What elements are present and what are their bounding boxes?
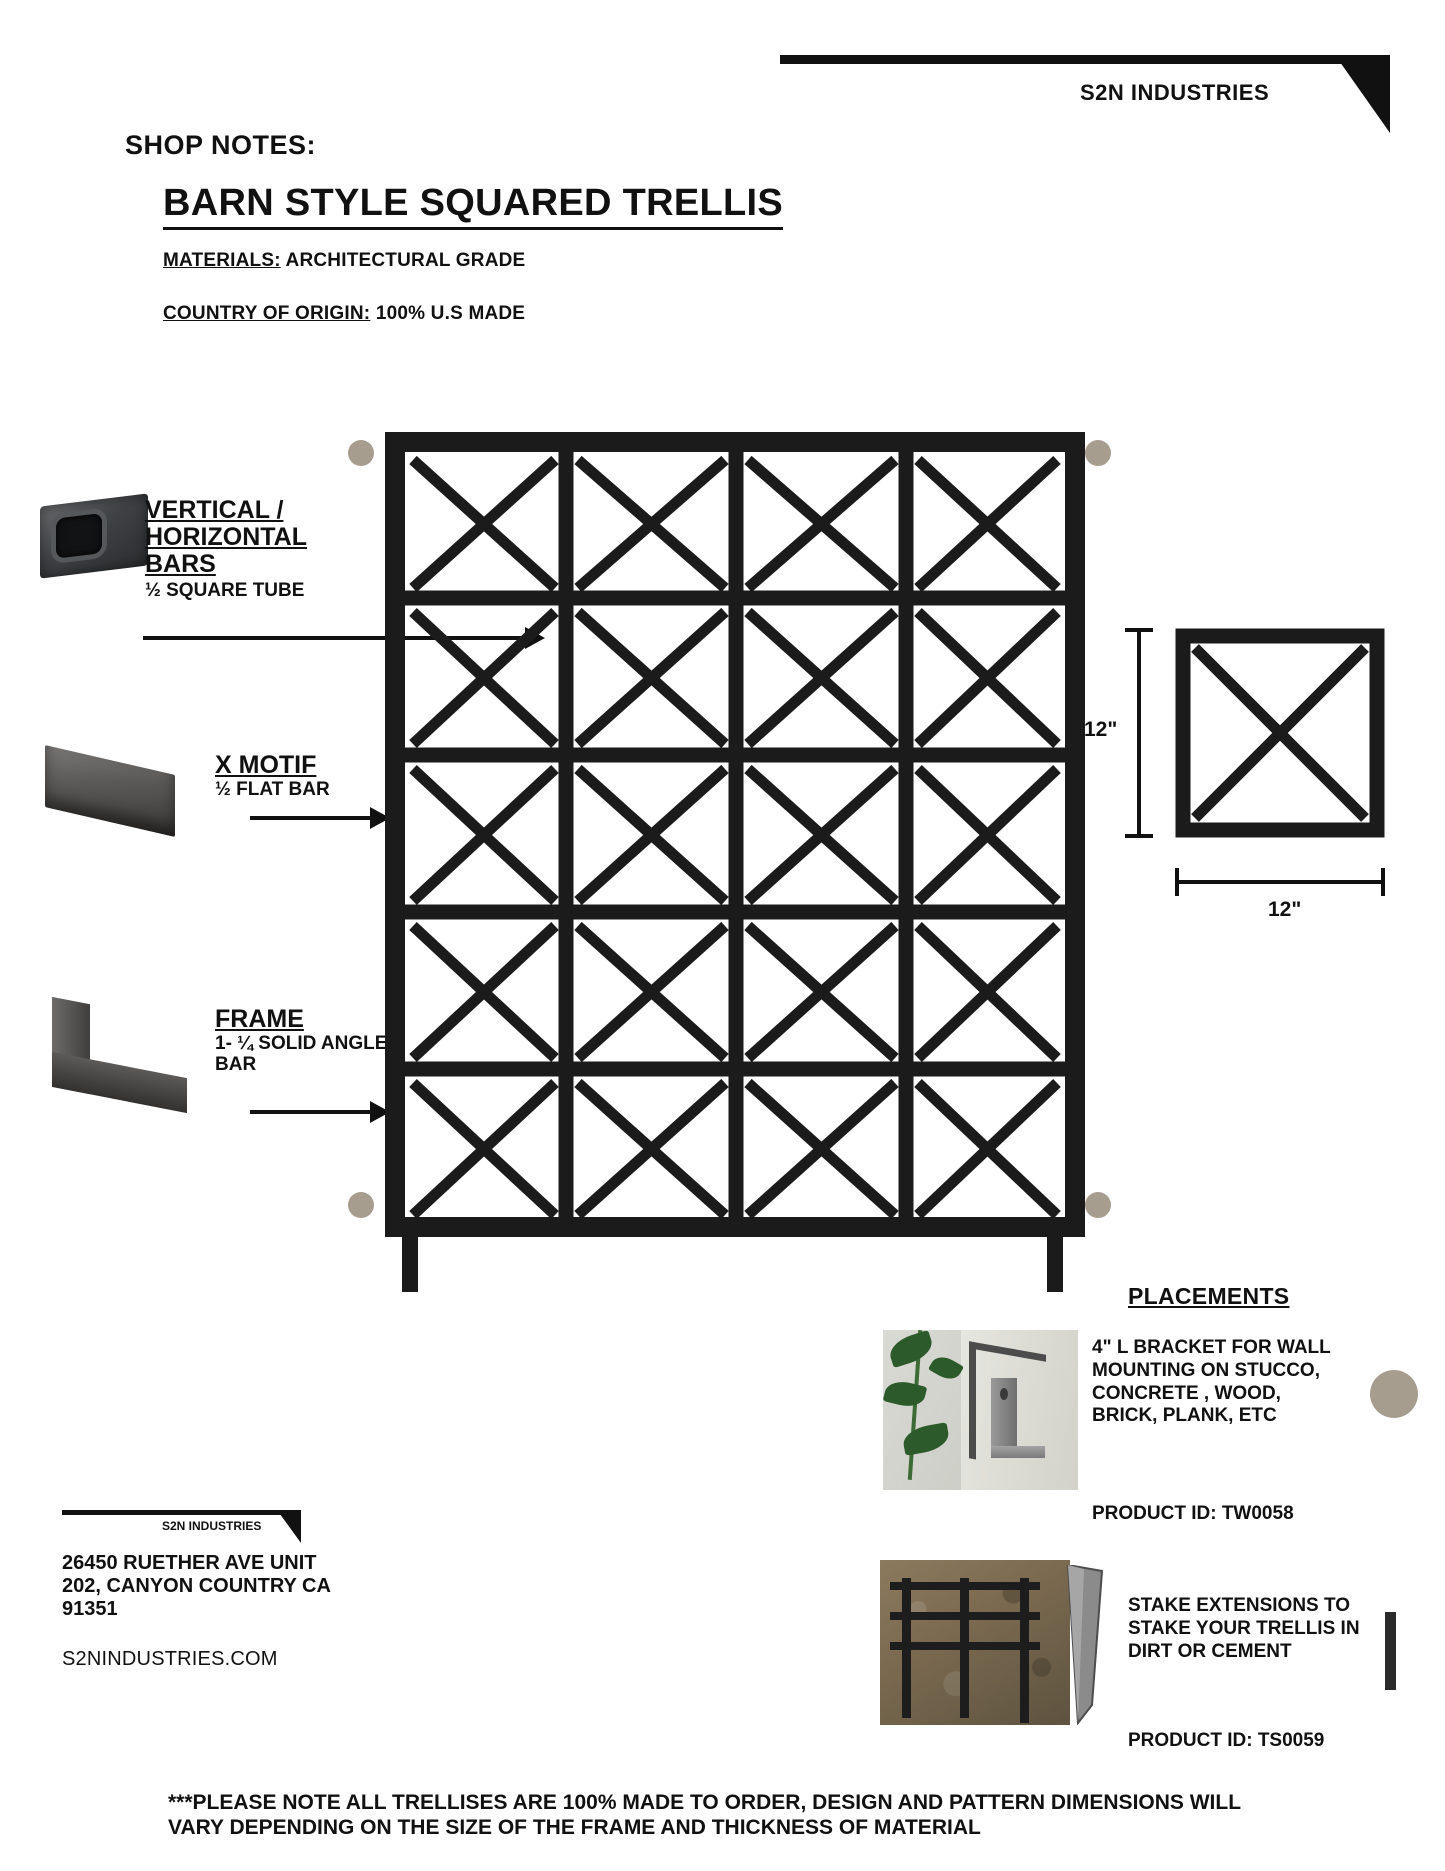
placements-title: PLACEMENTS <box>1128 1283 1290 1309</box>
origin-line <box>163 303 525 325</box>
bracket-photo <box>883 1330 1078 1490</box>
callout-bars-sub: ½ SQUARE TUBE <box>145 580 305 601</box>
callout-vertical-horizontal-bars <box>145 497 355 601</box>
brand-bar <box>780 55 1345 64</box>
footer-brand-slash-icon <box>277 1510 301 1543</box>
bracket-description: 4" L BRACKET FOR WALL MOUNTING ON STUCCO, CONCRETE , WOOD, BRICK, PLANK, ETC <box>1092 1337 1331 1427</box>
corner-dot <box>348 1192 374 1218</box>
angle-bar-sample-image <box>52 997 187 1113</box>
footer-brand-mark <box>62 1510 302 1544</box>
brand-slash-icon <box>1335 55 1390 133</box>
corner-dot <box>348 440 374 466</box>
callout-bars-title: VERTICAL / HORIZONTAL BARS <box>145 496 308 578</box>
height-dimension-label: 12" <box>1084 718 1118 741</box>
tube-bore <box>56 513 102 559</box>
shop-notes-label: SHOP NOTES: <box>125 130 317 160</box>
footer-brand-name: S2N INDUSTRIES <box>162 1519 262 1533</box>
disclaimer-note: ***PLEASE NOTE ALL TRELLISES ARE 100% MADE TO ORDER, DESIGN AND PATTERN DIMENSIONS WILL VARY DEPENDING ON THE SIZE OF THE FRAME AND THICKNESS OF MATERIAL <box>168 1791 1241 1840</box>
arrow-to-frame-icon <box>250 1110 390 1114</box>
company-address: 26450 RUETHER AVE UNIT 202, CANYON COUNTRY CA 91351 <box>62 1552 331 1620</box>
corner-dot <box>1085 440 1111 466</box>
bracket-product-id: PRODUCT ID: TW0058 <box>1092 1503 1294 1524</box>
footer-brand-bar <box>62 1510 284 1515</box>
cell-detail-drawing <box>1175 628 1385 838</box>
arrow-to-x-motif-icon <box>250 816 390 820</box>
stake-extension-icon <box>1062 1565 1108 1725</box>
width-dimension-line <box>1175 862 1385 902</box>
callout-x-sub: ½ FLAT BAR <box>215 779 330 800</box>
callout-frame-title: FRAME <box>215 1005 304 1033</box>
corner-dot <box>1085 1192 1111 1218</box>
materials-value: ARCHITECTURAL GRADE <box>285 250 526 271</box>
width-dimension-label: 12" <box>1268 898 1302 921</box>
callout-frame-sub: 1- ¼ SOLID ANGLE BAR <box>215 1033 388 1076</box>
stake-description: STAKE EXTENSIONS TO STAKE YOUR TRELLIS IN DIRT OR CEMENT <box>1128 1595 1360 1662</box>
trellis-drawing <box>385 432 1085 1292</box>
origin-value: 100% U.S MADE <box>375 303 526 324</box>
origin-key: COUNTRY OF ORIGIN: <box>163 303 371 324</box>
materials-line <box>163 250 525 272</box>
accent-dot <box>1370 1370 1418 1418</box>
company-website[interactable]: S2NINDUSTRIES.COM <box>62 1648 278 1670</box>
height-dimension-line <box>1115 628 1161 838</box>
brand-name: S2N INDUSTRIES <box>1080 80 1270 105</box>
flat-bar-sample-image <box>45 745 175 837</box>
stake-product-id: PRODUCT ID: TS0059 <box>1128 1730 1325 1751</box>
materials-key: MATERIALS: <box>163 250 281 271</box>
callout-x-title: X MOTIF <box>215 751 317 779</box>
header-brand-mark <box>780 55 1390 135</box>
square-tube-sample-image <box>40 493 148 578</box>
page-title: BARN STYLE SQUARED TRELLIS <box>163 182 783 230</box>
stake-photo <box>880 1560 1070 1725</box>
stake-bar-icon <box>1385 1612 1396 1690</box>
